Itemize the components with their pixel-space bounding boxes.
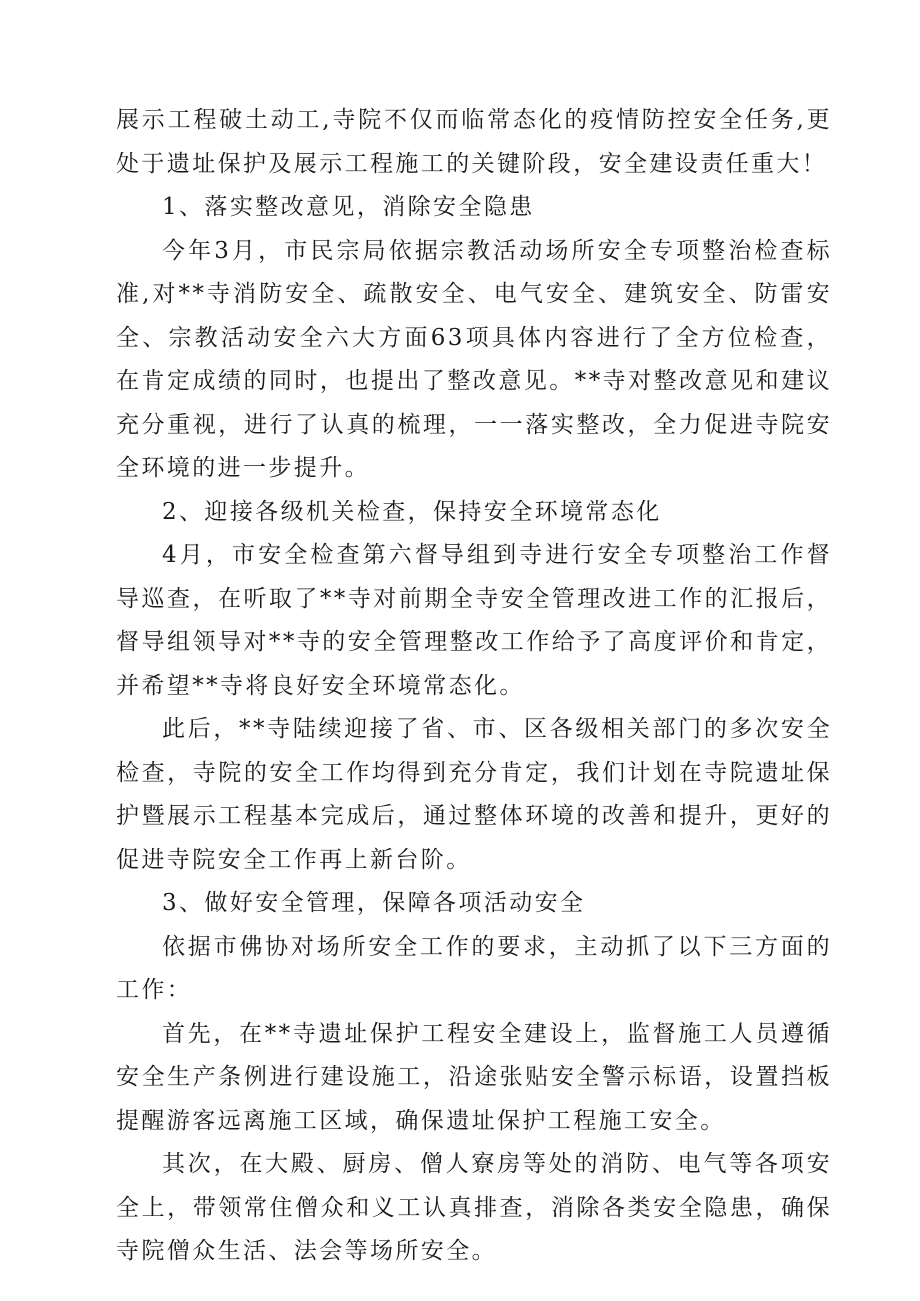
document-body — [116, 99, 832, 1274]
paragraph-inspection: 4月，市安全检查第六督导组到寺进行安全专项整治工作督导巡查，在听取了**寺对前期全寺安全管理改进工作的汇报后，督导组领导对**寺的安全管理整改工作给予了高度评价和肯定，并希望**寺将良好安全环境常态化。 — [116, 542, 832, 699]
paragraph-continuation: 展示工程破土动工,寺院不仅而临常态化的疫情防控安全任务,更处于遗址保护及展示工程施工的关键阶段，安全建设责任重大！ — [116, 107, 832, 177]
paragraph-first: 首先，在**寺遗址保护工程安全建设上，监督施工人员遵循安全生产条例进行建设施工，沿途张贴安全警示标语，设置挡板提醒游客远离施工区域，确保遗址保护工程施工安全。 — [116, 1020, 832, 1134]
section-heading-1: 1、落实整改意见，消除安全隐患 — [162, 194, 535, 220]
section-heading-3: 3、做好安全管理，保障各项活动安全 — [162, 890, 586, 916]
paragraph-rectification: 今年3月，市民宗局依据宗教活动场所安全专项整治检查标准,对**寺消防安全、疏散安全、电气安全、建筑安全、防雷安全、宗教活动安全六大方面63项具体内容进行了全方位检查，在肯定成绩的同时，也提出了整改意见。**寺对整改意见和建议充分重视，进行了认真的梳理，一一落实整改，全力促进寺院安全环境的进一步提升。 — [116, 237, 832, 481]
paragraph-second: 其次，在大殿、厨房、僧人寮房等处的消防、电气等各项安全上，带领常住僧众和义工认真排查，消除各类安全隐患，确保寺院僧众生活、法会等场所安全。 — [116, 1151, 832, 1264]
paragraph-followup: 此后，**寺陆续迎接了省、市、区各级相关部门的多次安全检查，寺院的安全工作均得到充分肯定，我们计划在寺院遗址保护暨展示工程基本完成后，通过整体环境的改善和提升，更好的促进寺院安全工作再上新台阶。 — [116, 716, 832, 873]
paragraph-requirements: 依据市佛协对场所安全工作的要求，主动抓了以下三方面的工作： — [116, 933, 832, 1003]
section-heading-2: 2、迎接各级机关检查，保持安全环境常态化 — [162, 498, 662, 525]
